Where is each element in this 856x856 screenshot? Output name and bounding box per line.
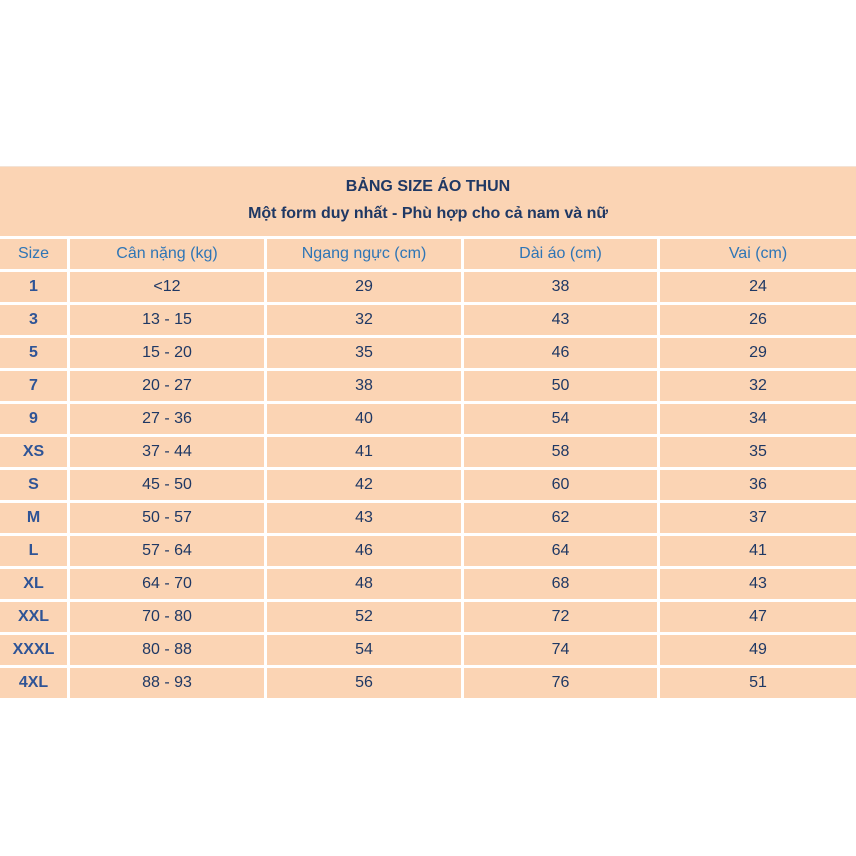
table-row <box>0 368 856 401</box>
length-cell: 60 <box>464 467 660 500</box>
weight-cell: 15 - 20 <box>70 335 267 368</box>
size-cell: 4XL <box>0 665 70 698</box>
weight-cell: <12 <box>70 269 267 302</box>
chest-cell: 54 <box>267 632 464 665</box>
weight-cell: 57 - 64 <box>70 533 267 566</box>
column-header-weight: Cân nặng (kg) <box>70 236 267 269</box>
table-row <box>0 632 856 665</box>
length-cell: 38 <box>464 269 660 302</box>
length-cell: 58 <box>464 434 660 467</box>
shoulder-cell: 47 <box>660 599 856 632</box>
shoulder-cell: 35 <box>660 434 856 467</box>
column-header-shoulder: Vai (cm) <box>660 236 856 269</box>
size-cell: 1 <box>0 269 70 302</box>
shoulder-cell: 51 <box>660 665 856 698</box>
table-row <box>0 665 856 698</box>
shoulder-cell: 43 <box>660 566 856 599</box>
size-cell: L <box>0 533 70 566</box>
table-row <box>0 566 856 599</box>
size-cell: 3 <box>0 302 70 335</box>
table-row <box>0 599 856 632</box>
table-row <box>0 533 856 566</box>
table-row <box>0 434 856 467</box>
table-row <box>0 302 856 335</box>
size-chart <box>0 166 856 698</box>
weight-cell: 64 - 70 <box>70 566 267 599</box>
length-cell: 68 <box>464 566 660 599</box>
length-cell: 43 <box>464 302 660 335</box>
size-cell: 7 <box>0 368 70 401</box>
shoulder-cell: 24 <box>660 269 856 302</box>
chest-cell: 38 <box>267 368 464 401</box>
column-header-length: Dài áo (cm) <box>464 236 660 269</box>
shoulder-cell: 36 <box>660 467 856 500</box>
header-row <box>0 236 856 269</box>
column-header-chest: Ngang ngực (cm) <box>267 236 464 269</box>
shoulder-cell: 29 <box>660 335 856 368</box>
size-cell: S <box>0 467 70 500</box>
size-table <box>0 236 856 698</box>
chest-cell: 32 <box>267 302 464 335</box>
weight-cell: 20 - 27 <box>70 368 267 401</box>
chest-cell: 46 <box>267 533 464 566</box>
size-cell: M <box>0 500 70 533</box>
shoulder-cell: 34 <box>660 401 856 434</box>
shoulder-cell: 41 <box>660 533 856 566</box>
chest-cell: 29 <box>267 269 464 302</box>
weight-cell: 13 - 15 <box>70 302 267 335</box>
weight-cell: 27 - 36 <box>70 401 267 434</box>
shoulder-cell: 37 <box>660 500 856 533</box>
length-cell: 76 <box>464 665 660 698</box>
chest-cell: 40 <box>267 401 464 434</box>
shoulder-cell: 32 <box>660 368 856 401</box>
chest-cell: 56 <box>267 665 464 698</box>
weight-cell: 37 - 44 <box>70 434 267 467</box>
weight-cell: 45 - 50 <box>70 467 267 500</box>
size-cell: XS <box>0 434 70 467</box>
length-cell: 64 <box>464 533 660 566</box>
chest-cell: 41 <box>267 434 464 467</box>
size-cell: 9 <box>0 401 70 434</box>
table-row <box>0 269 856 302</box>
weight-cell: 70 - 80 <box>70 599 267 632</box>
chest-cell: 52 <box>267 599 464 632</box>
chest-cell: 48 <box>267 566 464 599</box>
length-cell: 54 <box>464 401 660 434</box>
chest-cell: 43 <box>267 500 464 533</box>
chest-cell: 42 <box>267 467 464 500</box>
size-cell: XXL <box>0 599 70 632</box>
table-row <box>0 500 856 533</box>
table-row <box>0 335 856 368</box>
shoulder-cell: 26 <box>660 302 856 335</box>
chart-title: BẢNG SIZE ÁO THUN <box>345 178 511 195</box>
column-header-size: Size <box>0 236 70 269</box>
length-cell: 74 <box>464 632 660 665</box>
weight-cell: 80 - 88 <box>70 632 267 665</box>
table-body <box>0 269 856 698</box>
table-row <box>0 401 856 434</box>
chart-subtitle: Một form duy nhất - Phù hợp cho cả nam và nữ <box>248 205 608 222</box>
chest-cell: 35 <box>267 335 464 368</box>
length-cell: 72 <box>464 599 660 632</box>
length-cell: 62 <box>464 500 660 533</box>
title-block <box>0 166 856 236</box>
size-cell: 5 <box>0 335 70 368</box>
length-cell: 50 <box>464 368 660 401</box>
weight-cell: 88 - 93 <box>70 665 267 698</box>
table-row <box>0 467 856 500</box>
size-cell: XXXL <box>0 632 70 665</box>
weight-cell: 50 - 57 <box>70 500 267 533</box>
shoulder-cell: 49 <box>660 632 856 665</box>
length-cell: 46 <box>464 335 660 368</box>
size-cell: XL <box>0 566 70 599</box>
